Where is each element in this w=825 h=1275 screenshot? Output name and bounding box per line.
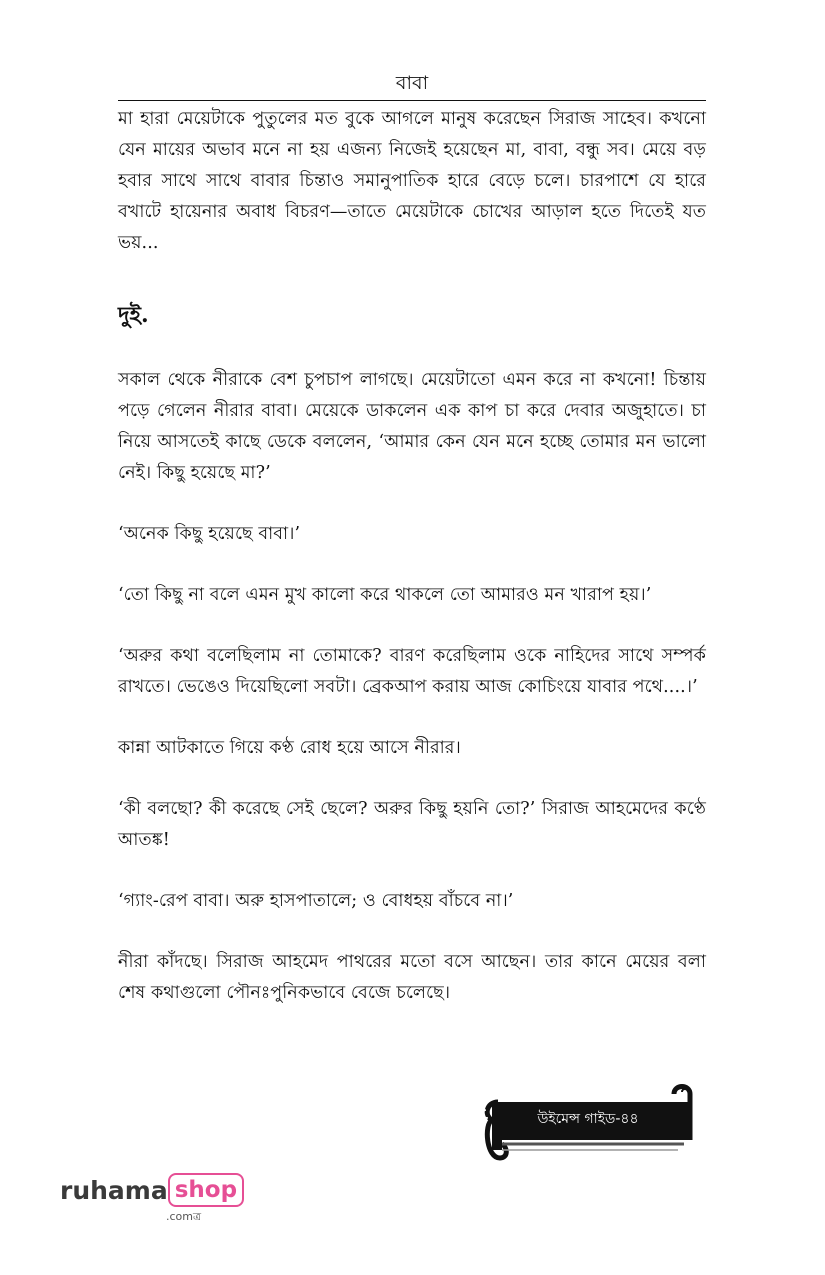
paragraph: নীরা কাঁদছে। সিরাজ আহমেদ পাথরের মতো বসে আছেন। তার কানে মেয়ের বলা শেষ কথাগুলো পৌনঃপুনিকভাবে বেজে চলেছে। [118,952,706,1003]
watermark-logo [60,1173,244,1223]
paragraph: ‘তো কিছু না বলে এমন মুখ কালো করে থাকলে তো আমারও মন খারাপ হয়।’ [118,585,652,605]
paragraph: ‘গ্যাং-রেপ বাবা। অরু হাসপাতালে; ও বোধহয় বাঁচবে না।’ [118,891,514,911]
page-body [118,104,706,1009]
footer-label: উইমেন্স গাইড-৪৪ [537,1111,639,1127]
watermark-domain: .comত্র [166,1210,202,1223]
paragraph: ‘অনেক কিছু হয়েছে বাবা।’ [118,524,301,544]
paragraph: ‘কী বলছো? কী করেছে সেই ছেলে? অরুর কিছু হয়নি তো?’ সিরাজ আহমেদের কণ্ঠে আতঙ্ক! [118,799,706,850]
running-header [118,68,706,101]
intro-paragraph: মা হারা মেয়েটাকে পুতুলের মত বুকে আগলে মানুষ করেছেন সিরাজ সাহেব। কখনো যেন মায়ের অভাব মনে না হয় এজন্য নিজেই হয়েছেন মা, বাবা, বন্ধু সব। মেয়ে বড় হবার সাথে সাথে বাবার চিন্তাও সমানুপাতিক হারে বেড়ে চলে। চারপাশে যে হারে বখাটে হায়েনার অবাধ বিচরণ—তাতে মেয়েটাকে চোখের আড়াল হতে দিতেই যত ভয়... [118,109,706,253]
paragraph: কান্না আটকাতে গিয়ে কণ্ঠ রোধ হয়ে আসে নীরার। [118,738,461,758]
section-heading: দুই. [118,302,149,328]
footer-banner [478,1082,700,1164]
page-title: বাবা [395,72,429,94]
watermark-text: ruhama [60,1176,168,1205]
watermark-badge: shop [168,1173,244,1207]
paragraph: সকাল থেকে নীরাকে বেশ চুপচাপ লাগছে। মেয়েটাতো এমন করে না কখনো! চিন্তায় পড়ে গেলেন নীরার বাবা। মেয়েকে ডাকলেন এক কাপ চা করে দেবার অজুহাতে। চা নিয়ে আসতেই কাছে ডেকে বললেন, ‘আমার কেন যেন মনে হচ্ছে তোমার মন ভালো নেই। কিছু হয়েছে মা?’ [118,370,706,483]
paragraph: ‘অরুর কথা বলেছিলাম না তোমাকে? বারণ করেছিলাম ওকে নাহিদের সাথে সম্পর্ক রাখতে। ভেঙেও দিয়েছিলো সবটা। ব্রেকআপ করায় আজ কোচিংয়ে যাবার পথে....।’ [118,646,706,697]
